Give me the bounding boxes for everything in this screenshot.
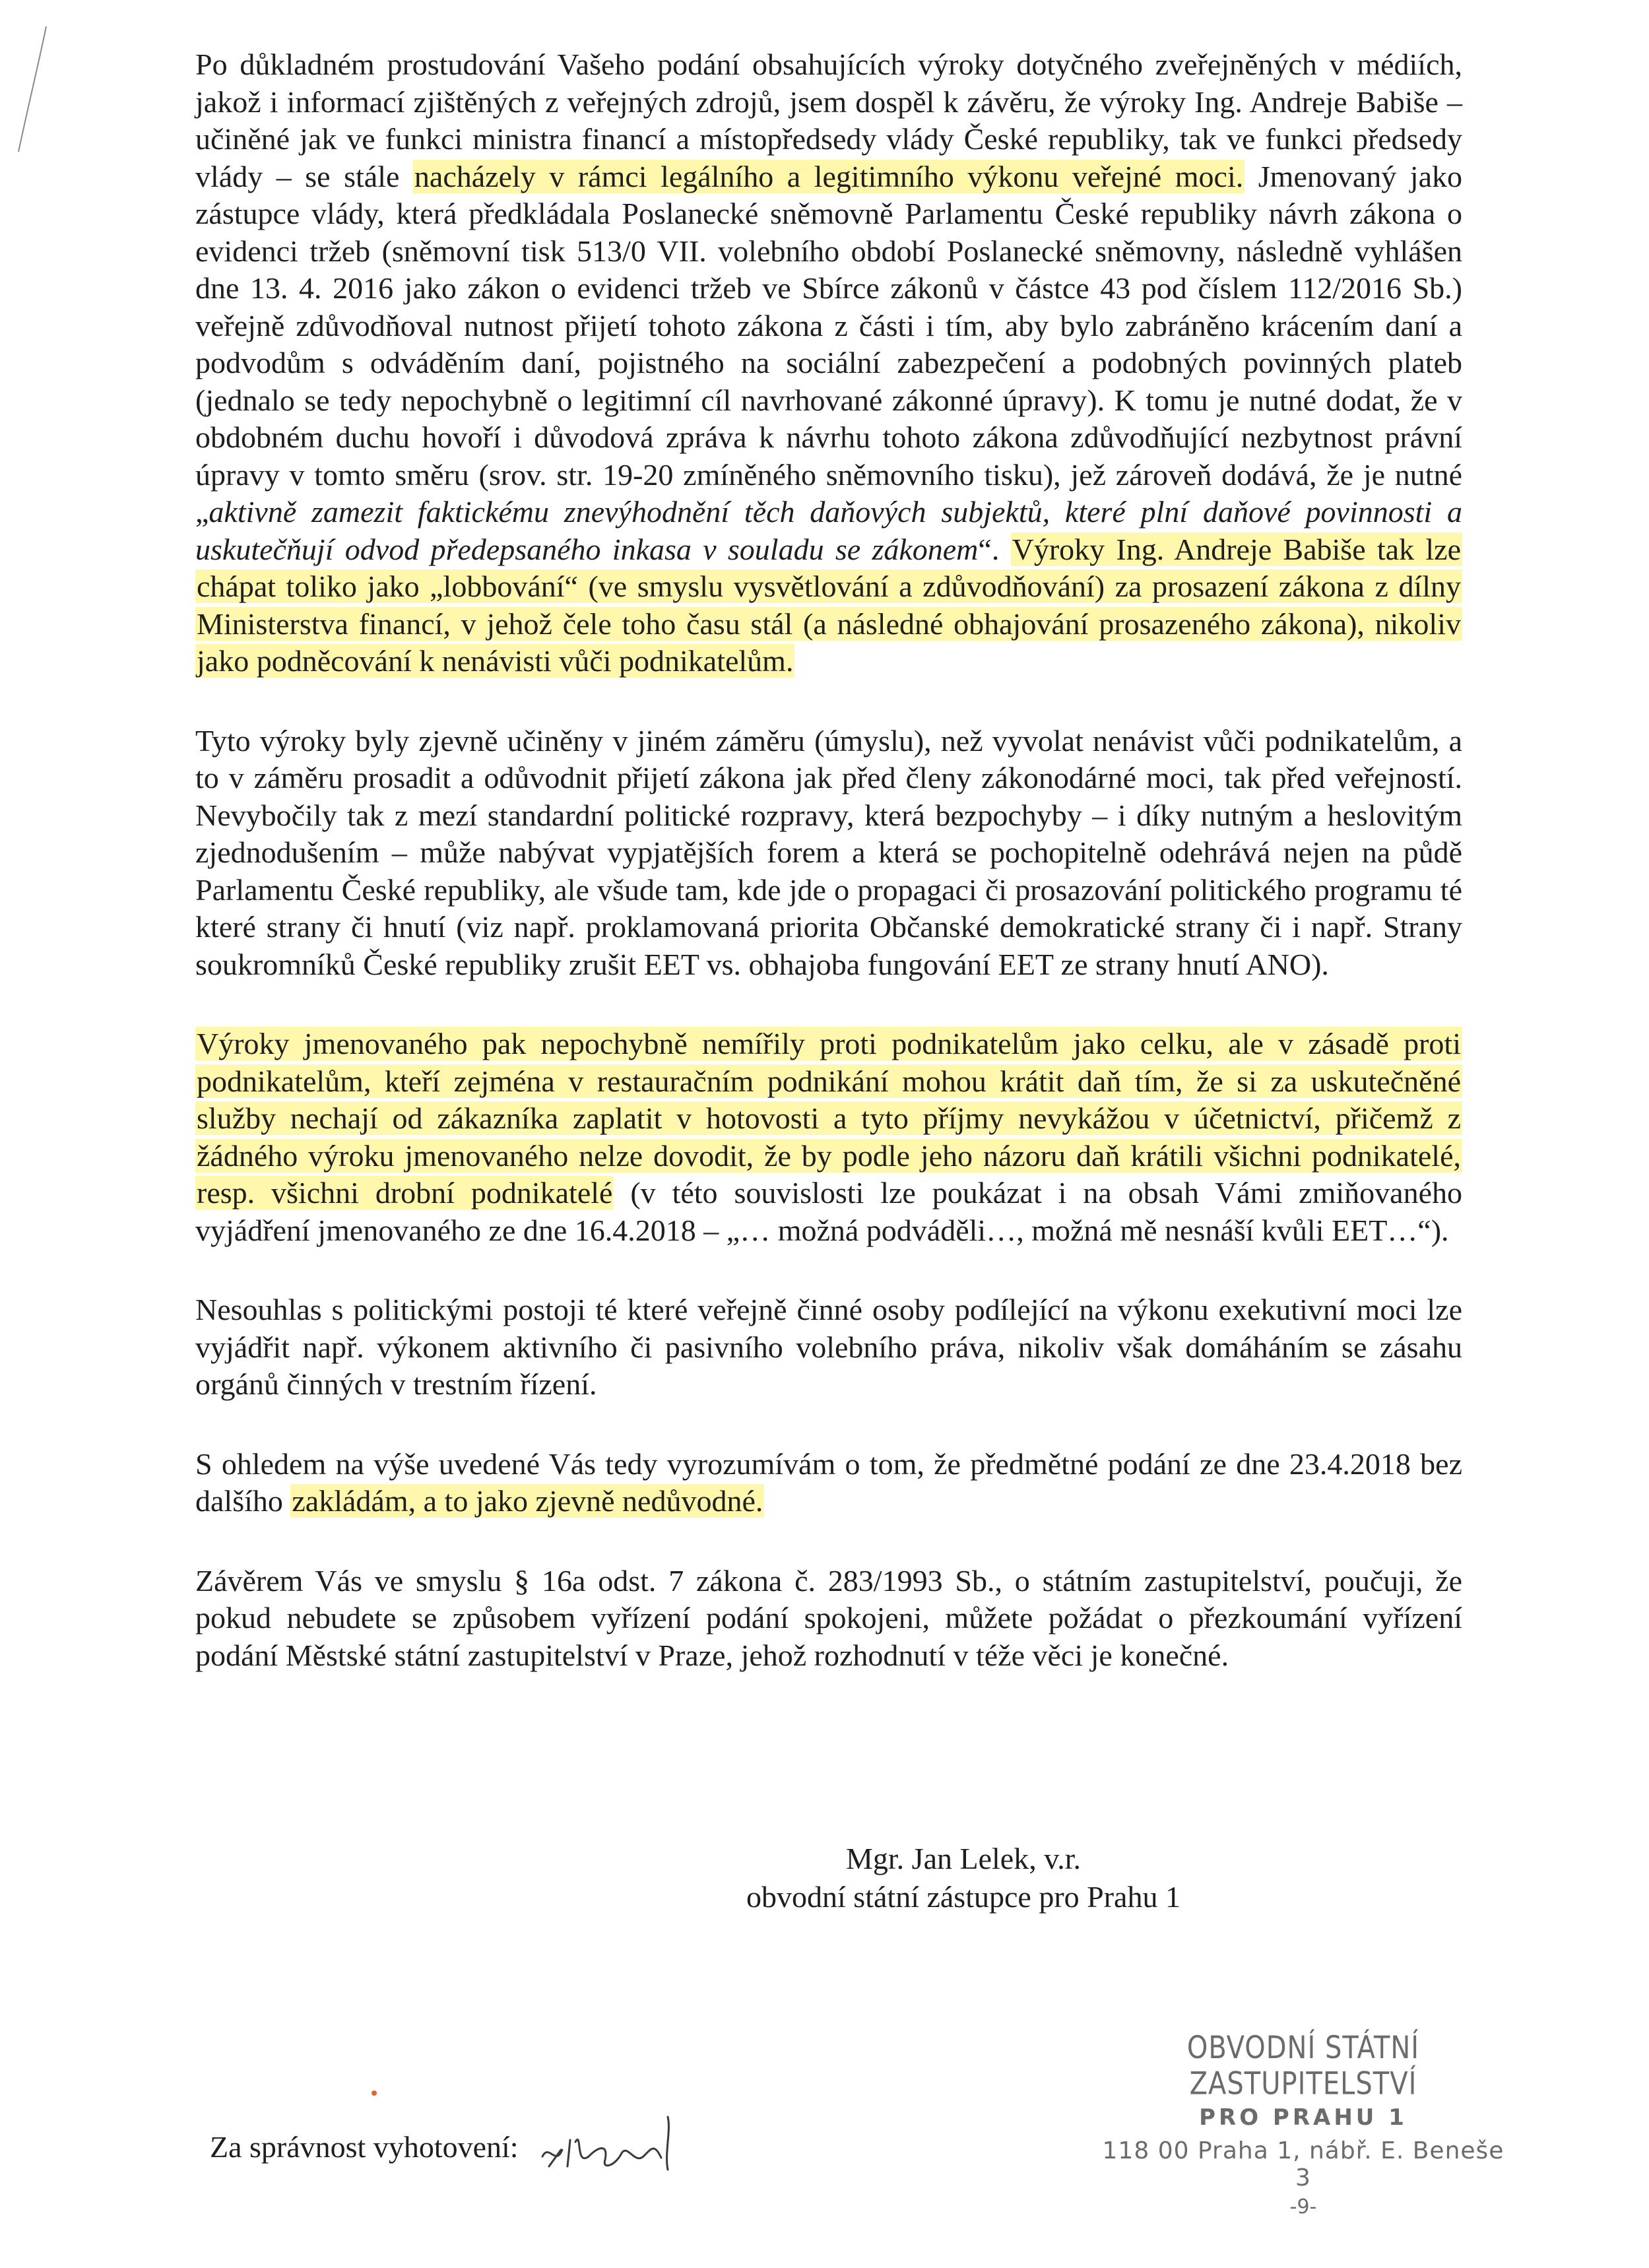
stamp-line-address: 118 00 Praha 1, nábř. E. Beneše 3 — [1102, 2137, 1504, 2191]
highlighted-text: Výroky Ing. Andreje Babiše tak lze chápat toliko jako „lobbování“ (ve smyslu vysvětlování a zdůvodňování) za prosazení zákona z dílny Ministerstva financí, v jehož čele toho času stál (a následné obhajování prosazeného zákona), nikoliv jako podněcování k nenávisti vůči podnikatelům. — [197, 532, 1461, 678]
margin-pen-mark — [0, 0, 59, 172]
signatory-title: obvodní státní zástupce pro Prahu 1 — [746, 1880, 1180, 1914]
paragraph-6 — [195, 1563, 1462, 1675]
paragraph-text: “. — [978, 532, 1011, 566]
highlighted-text: Výroky jmenovaného pak nepochybně nemířily proti podnikatelům jako celku, ale v zásadě proti podnikatelům, kteří zejména v restauračním podnikání mohou krátit daň tím, že si za uskutečněné služby nechají od zákazníka zaplatit v hotovosti a tyto příjmy nevykážou v účetnictví, přičemž z žádného výroku jmenovaného nelze dovodit, že by podle jeho názoru daň krátili všichni podnikatelé, resp. všichni drobní podnikatelé — [197, 1027, 1461, 1210]
paragraph-text: S ohledem na výše uvedené Vás tedy vyrozumívám o tom, že předmětné podání ze dne 23.4.2018 bez dalšího — [195, 1446, 1462, 1518]
quoted-italic-text: aktivně zamezit faktickému znevýhodnění těch daňových subjektů, které plní daňové povinnosti a uskutečňují odvod předepsaného inkasa v souladu se zákonem — [195, 495, 1462, 566]
office-stamp — [1092, 2030, 1514, 2219]
letter-body — [195, 46, 1462, 1716]
paragraph-5 — [195, 1446, 1462, 1520]
handwritten-signature — [536, 2104, 694, 2176]
paragraph-text: Po důkladném prostudování Vašeho podání obsahujících výroky dotyčného zveřejněných v médiích, jakož i informací zjištěných z veřejných zdrojů, jsem dospěl k závěru, že výroky Ing. Andreje Babiše – učiněné jak ve funkci ministra financí a místopředsedy vlády České republiky, tak ve funkci předsedy vlády – se stále — [195, 48, 1462, 193]
ink-dot — [372, 2090, 377, 2096]
highlighted-text: zakládám, a to jako zjevně nedůvodné. — [292, 1484, 763, 1518]
verification-label: Za správnost vyhotovení: — [210, 2130, 519, 2164]
paragraph-2 — [195, 723, 1462, 984]
paragraph-text: Jmenovaný jako zástupce vlády, která předkládala Poslanecké sněmovně Parlamentu České republiky návrh zákona o evidenci tržeb (sněmovní tisk 513/0 VII. volebního období Poslanecké sněmovny, následně vyhlášen dne 13. 4. 2016 jako zákon o evidenci tržeb ve Sbírce zákonů v částce 43 pod číslem 112/2016 Sb.) veřejně zdůvodňoval nutnost přijetí tohoto zákona z části i tím, aby bylo zabráněno krácením daní a podvodům s odváděním daní, pojistného na sociální zabezpečení a podobných povinných plateb (jednalo se tedy nepochybně o legitimní cíl navrhované zákonné úpravy). K tomu je nutné dodat, že v obdobném duchu hovoří i důvodová zpráva k návrhu tohoto zákona zdůvodňující nezbytnost právní úpravy v tomto směru (srov. str. 19-20 zmíněného sněmovního tisku), jež zároveň dodává, že je nutné „ — [195, 159, 1462, 529]
signature-block — [726, 1840, 1201, 1916]
paragraph-text: (v této souvislosti lze poukázat i na obsah Vámi zmiňovaného vyjádření jmenovaného ze dne 16.4.2018 – „… možná podváděli…, možná mě nesnáší kvůli EET…“). — [195, 1176, 1462, 1247]
page-number: -9- — [1289, 2195, 1317, 2219]
highlighted-text: nacházely v rámci legálního a legitimního výkonu veřejné moci. — [414, 159, 1244, 193]
paragraph-text: Nesouhlas s politickými postoji té které veřejně činné osoby podílející na výkonu exekutivní moci lze vyjádřit např. výkonem aktivního či pasivního volebního práva, nikoliv však domáháním se zásahu orgánů činných v trestním řízení. — [195, 1293, 1462, 1401]
paragraph-4 — [195, 1291, 1462, 1404]
stamp-line-city: PRO PRAHU 1 — [1199, 2104, 1407, 2131]
paragraph-text: Tyto výroky byly zjevně učiněny v jiném záměru (úmyslu), než vyvolat nenávist vůči podnikatelům, a to v záměru prosadit a odůvodnit přijetí zákona jak před členy zákonodárné moci, tak před veřejností. Nevybočily tak z mezí standardní politické rozpravy, která bezpochyby – i díky nutným a heslovitým zjednodušením – může nabývat vypjatějších forem a která se pochopitelně odehrává nejen na půdě Parlamentu České republiky, ale všude tam, kde jde o propagaci či prosazování politického programu té které strany či hnutí (viz např. proklamovaná priorita Občanské demokratické strany či i např. Strany soukromníků České republiky zrušit EET vs. obhajoba fungování EET ze strany hnutí ANO). — [195, 723, 1462, 981]
stamp-line-office: OBVODNÍ STÁTNÍ ZASTUPITELSTVÍ — [1186, 2030, 1420, 2102]
paragraph-text: Závěrem Vás ve smyslu § 16a odst. 7 zákona č. 283/1993 Sb., o státním zastupitelství, poučuji, že pokud nebudete se způsobem vyřízení podání spokojeni, můžete požádat o přezkoumání vyřízení podání Městské státní zastupitelství v Praze, jehož rozhodnutí v téže věci je konečné. — [195, 1563, 1462, 1672]
paragraph-3 — [195, 1025, 1462, 1249]
paragraph-1 — [195, 46, 1462, 680]
signatory-name: Mgr. Jan Lelek, v.r. — [845, 1842, 1081, 1875]
